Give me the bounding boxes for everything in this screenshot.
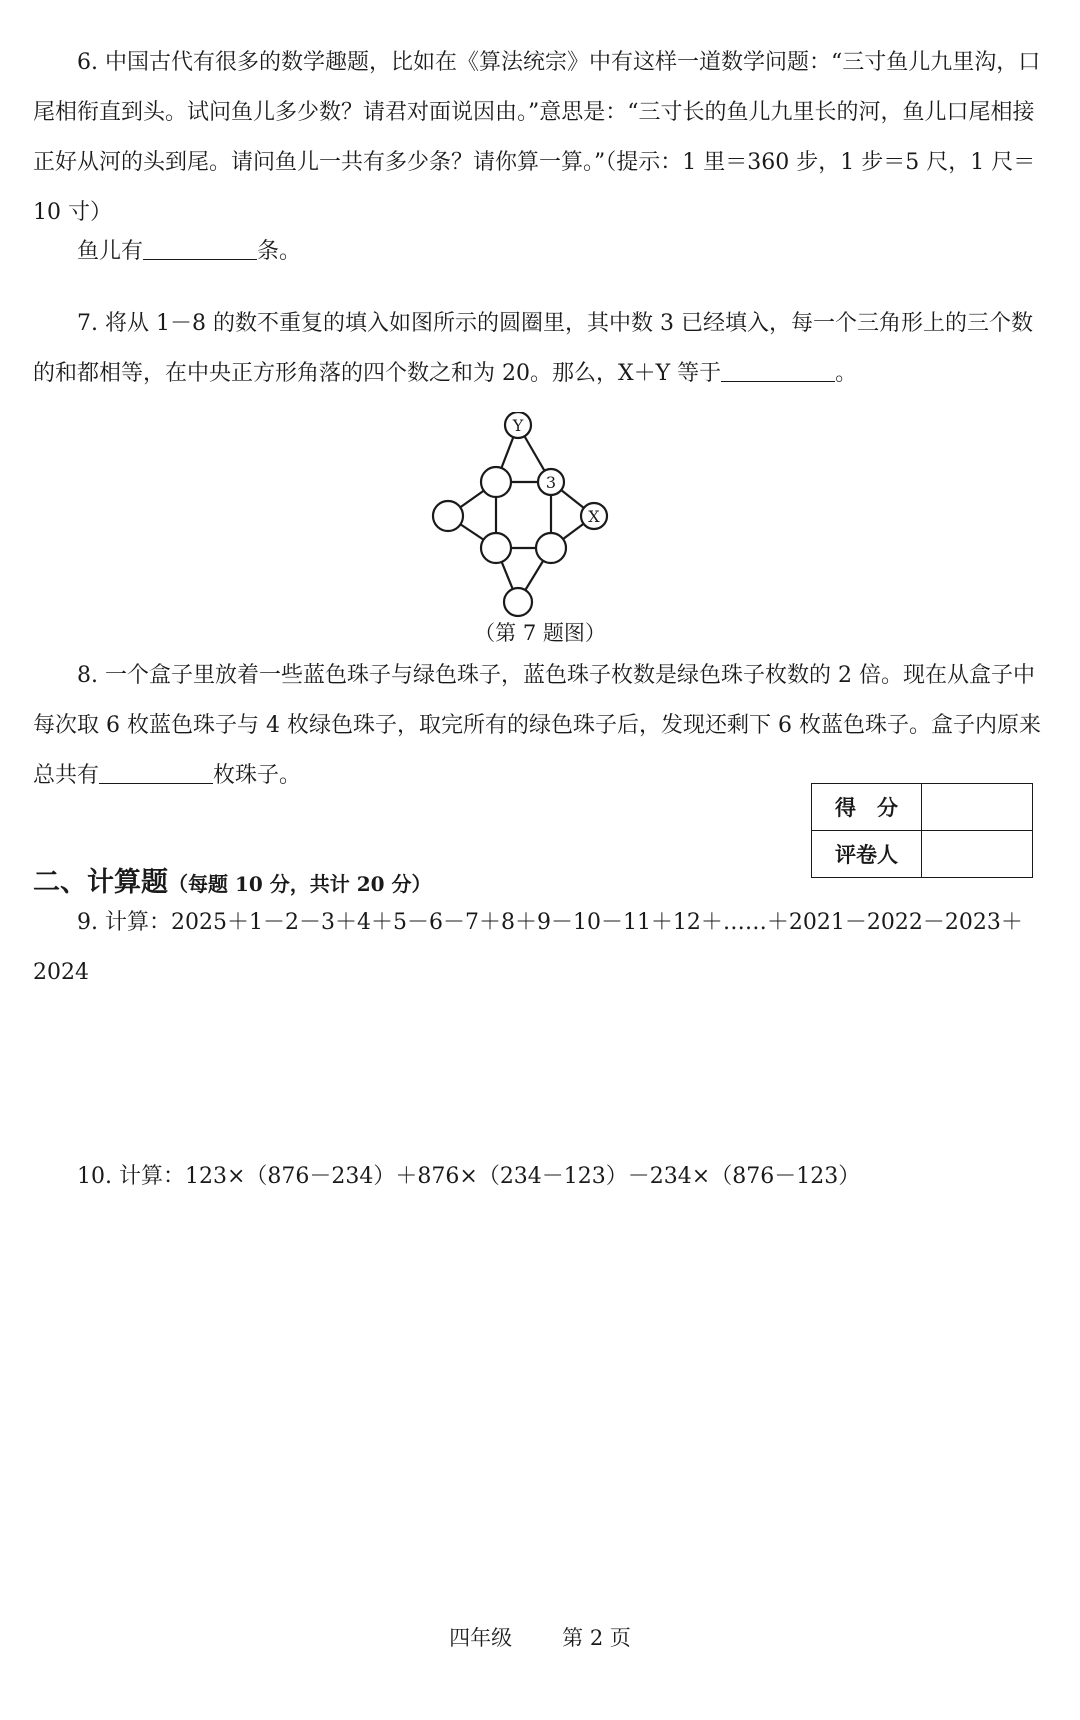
answer-blank-7[interactable] xyxy=(721,359,835,382)
question-7-figure xyxy=(430,412,650,622)
question-6 xyxy=(33,38,1051,238)
answer-blank-6[interactable] xyxy=(143,237,257,260)
question-6-answer xyxy=(33,227,1051,277)
label-y: Y xyxy=(512,416,524,435)
score-cell[interactable] xyxy=(922,784,1033,831)
answer-blank-8[interactable] xyxy=(99,761,213,784)
question-10 xyxy=(33,1152,1051,1202)
question-8-text: 8. 一个盒子里放着一些蓝色珠子与绿色珠子，蓝色珠子枚数是绿色珠子枚数的 2 倍。现在从盒子中每次取 6 枚蓝色珠子与 4 枚绿色珠子，取完所有的绿色珠子后，发现还剩下 6 枚蓝色珠子。盒子内原来总共有 xyxy=(33,663,1041,788)
question-7-text: 7. 将从 1－8 的数不重复的填入如图所示的圆圈里，其中数 3 已经填入，每一个三角形上的三个数的和都相等，在中央正方形角落的四个数之和为 20。那么，X＋Y 等于 xyxy=(33,311,1033,386)
footer-grade: 四年级 xyxy=(449,1626,513,1650)
circle-square-bottom-right xyxy=(536,533,566,563)
question-7 xyxy=(33,299,1051,399)
answer-prefix: 鱼儿有 xyxy=(77,239,144,264)
score-table xyxy=(811,783,1033,878)
answer-suffix: 。 xyxy=(835,361,858,386)
section-heading xyxy=(33,860,432,899)
question-9-text: 9. 计算：2025＋1－2－3＋4＋5－6－7＋8＋9－10－11＋12＋……＋2021－2022－2023＋2024 xyxy=(33,910,1023,985)
question-8 xyxy=(33,651,1051,801)
answer-suffix: 枚珠子。 xyxy=(213,763,302,788)
circle-left xyxy=(433,501,463,531)
label-x: X xyxy=(588,507,600,526)
section-title: 二、计算题 xyxy=(33,867,168,898)
circle-square-bottom-left xyxy=(481,533,511,563)
figure-caption: （第 7 题图） xyxy=(474,621,606,645)
grader-cell[interactable] xyxy=(922,831,1033,878)
circle-square-top-left xyxy=(481,467,511,497)
answer-suffix: 条。 xyxy=(257,239,302,264)
question-10-text: 10. 计算：123×（876－234）＋876×（234－123）－234×（876－123） xyxy=(77,1164,861,1189)
page-footer xyxy=(0,1622,1080,1652)
grader-label: 评卷人 xyxy=(812,831,922,878)
circle-bottom xyxy=(504,588,532,616)
score-label: 得 分 xyxy=(812,784,922,831)
section-note: （每题 10 分，共计 20 分） xyxy=(168,872,432,896)
question-9 xyxy=(33,898,1051,998)
question-6-text: 6. 中国古代有很多的数学趣题，比如在《算法统宗》中有这样一道数学问题：“三寸鱼儿九里沟，口尾相衔直到头。试问鱼儿多少数？请君对面说因由。”意思是：“三寸长的鱼儿九里长的河，鱼儿口尾相接正好从河的头到尾。请问鱼儿一共有多少条？请你算一算。”（提示：1 里＝360 步，1 步＝5 尺，1 尺＝10 寸） xyxy=(33,50,1041,225)
footer-page-number: 第 2 页 xyxy=(562,1626,631,1650)
label-3: 3 xyxy=(545,473,557,492)
